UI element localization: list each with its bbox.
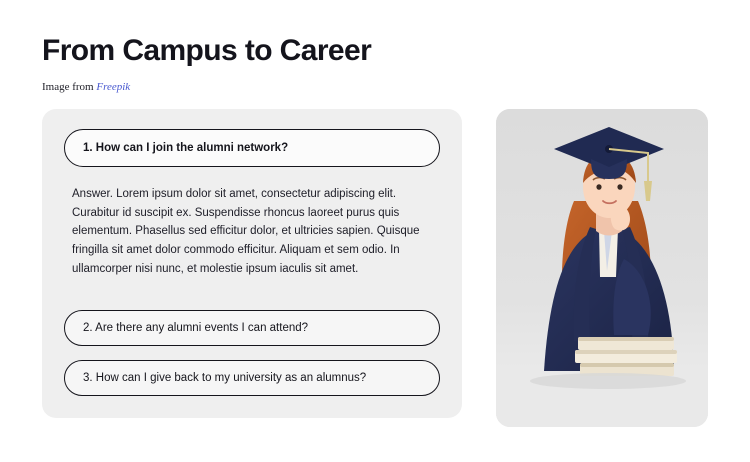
faq-question-1[interactable]: 1. How can I join the alumni network? xyxy=(64,129,440,167)
content-row xyxy=(42,109,708,427)
page-title: From Campus to Career xyxy=(42,34,372,67)
image-credit xyxy=(42,81,708,93)
image-credit-prefix: Image from xyxy=(42,81,97,93)
faq-gap-1 xyxy=(60,284,444,310)
book-stack xyxy=(575,337,677,376)
graduate-photo xyxy=(496,109,708,427)
faq-answer-1: Answer. Lorem ipsum dolor sit amet, consectetur adipiscing elit. Curabitur id suscipit ex. Suspendisse rhoncus laoreet purus quis elementum. Phasellus sed efficitur dolor, et ultricies sapien. Quisque fringilla sit amet dolor commodo efficitur. Aliquam et sem odio. In ullamcorper nisi nunc, et molestie ipsum iaculis sit amet. xyxy=(72,188,420,275)
image-credit-link[interactable]: Freepik xyxy=(96,81,131,93)
faq-question-2[interactable]: 2. Are there any alumni events I can attend? xyxy=(64,310,440,346)
graduate-photo-illustration xyxy=(496,109,708,427)
faq-card xyxy=(42,109,462,418)
faq-question-3[interactable]: 3. How can I give back to my university as an alumnus? xyxy=(64,360,440,396)
faq-gap-2 xyxy=(60,346,444,360)
